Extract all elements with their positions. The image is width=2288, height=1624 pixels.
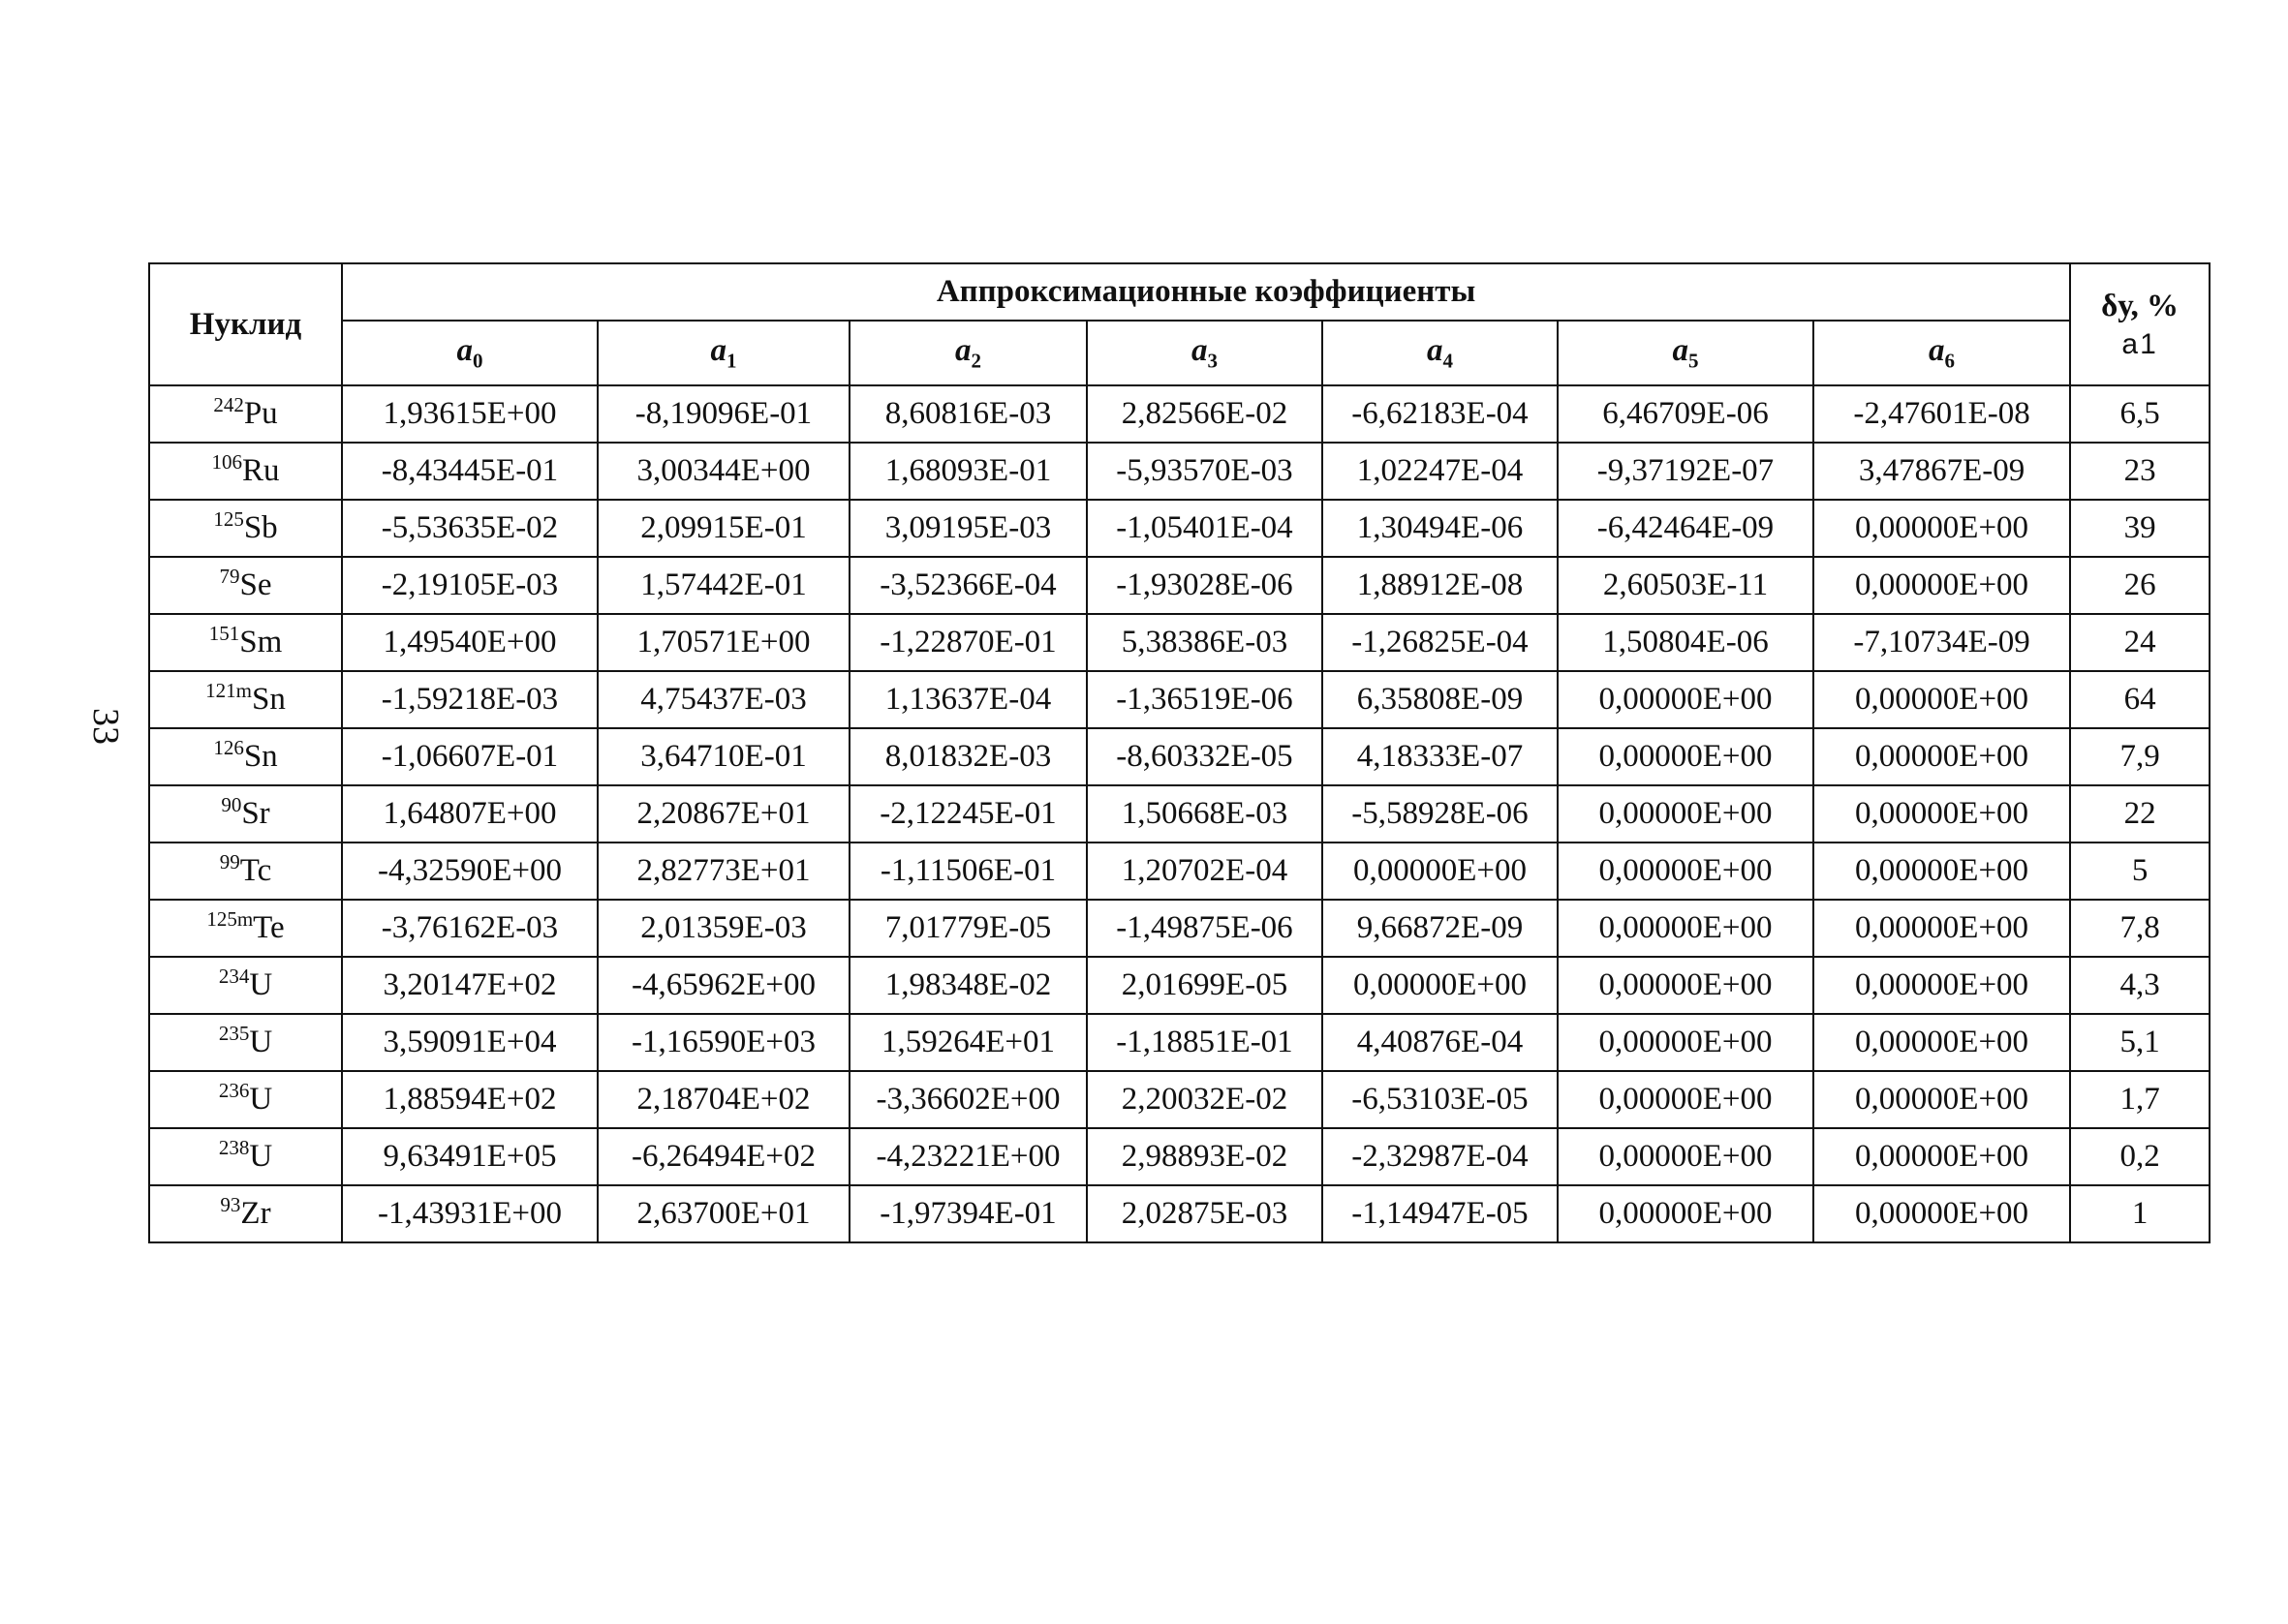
coefficient-cell-a0: -5,53635E-02	[342, 500, 598, 557]
coefficient-cell-a1: 2,09915E-01	[598, 500, 850, 557]
coefficient-index: 5	[1688, 349, 1699, 373]
coefficient-cell-a3: -1,05401E-04	[1087, 500, 1322, 557]
coefficient-header-a0	[342, 321, 598, 385]
coefficient-symbol	[1929, 332, 1956, 373]
page-number: 33	[85, 708, 126, 745]
table-row	[149, 1014, 2210, 1071]
table-row	[149, 385, 2210, 443]
table-row	[149, 671, 2210, 728]
coefficient-letter: a	[1427, 332, 1443, 368]
nuclide-cell	[149, 557, 342, 614]
coefficient-cell-a1: -6,26494E+02	[598, 1128, 850, 1185]
coefficients-table	[148, 262, 2211, 1243]
coefficient-cell-a4: -6,53103E-05	[1322, 1071, 1558, 1128]
table-body	[149, 385, 2210, 1242]
nuclide-symbol: Zr	[240, 1196, 271, 1231]
coefficient-cell-a4: 6,35808E-09	[1322, 671, 1558, 728]
nuclide-mass-number: 236	[218, 1079, 250, 1102]
uncertainty-cell: 23	[2070, 443, 2210, 500]
coefficient-cell-a2: 1,13637E-04	[850, 671, 1087, 728]
coefficient-cell-a1: -8,19096E-01	[598, 385, 850, 443]
nuclide-cell	[149, 614, 342, 671]
nuclide-cell	[149, 1014, 342, 1071]
nuclide-symbol: Sn	[251, 682, 286, 717]
coefficient-cell-a5: 0,00000E+00	[1558, 957, 1813, 1014]
nuclide-cell	[149, 843, 342, 900]
coefficient-cell-a4: 1,30494E-06	[1322, 500, 1558, 557]
uncertainty-cell: 4,3	[2070, 957, 2210, 1014]
coefficient-cell-a3: -1,49875E-06	[1087, 900, 1322, 957]
nuclide-cell	[149, 957, 342, 1014]
coefficient-header-a4	[1322, 321, 1558, 385]
nuclide-cell	[149, 500, 342, 557]
coefficient-cell-a5: -6,42464E-09	[1558, 500, 1813, 557]
coefficient-cell-a3: 2,20032E-02	[1087, 1071, 1322, 1128]
coefficient-cell-a4: 1,88912E-08	[1322, 557, 1558, 614]
coefficient-cell-a0: -1,43931E+00	[342, 1185, 598, 1242]
coefficient-cell-a1: 2,82773E+01	[598, 843, 850, 900]
coefficient-cell-a3: 5,38386E-03	[1087, 614, 1322, 671]
coefficient-cell-a2: -1,11506E-01	[850, 843, 1087, 900]
table-row	[149, 843, 2210, 900]
table-row	[149, 728, 2210, 785]
coefficient-cell-a5: 0,00000E+00	[1558, 671, 1813, 728]
table-row	[149, 1071, 2210, 1128]
coefficient-cell-a2: 1,68093E-01	[850, 443, 1087, 500]
coefficient-cell-a6: 0,00000E+00	[1813, 1128, 2070, 1185]
coefficient-cell-a3: -5,93570E-03	[1087, 443, 1322, 500]
coefficient-cell-a3: 2,01699E-05	[1087, 957, 1322, 1014]
table-row	[149, 900, 2210, 957]
coefficient-header-a5	[1558, 321, 1813, 385]
coefficient-cell-a1: 2,01359E-03	[598, 900, 850, 957]
coefficient-cell-a4: -1,14947E-05	[1322, 1185, 1558, 1242]
coefficient-cell-a1: 2,20867E+01	[598, 785, 850, 843]
nuclide-cell	[149, 1128, 342, 1185]
nuclide-cell	[149, 443, 342, 500]
coefficient-cell-a2: -4,23221E+00	[850, 1128, 1087, 1185]
uncertainty-cell: 1,7	[2070, 1071, 2210, 1128]
coefficient-cell-a0: 3,20147E+02	[342, 957, 598, 1014]
coefficient-cell-a1: 1,70571E+00	[598, 614, 850, 671]
coefficient-cell-a0: 9,63491E+05	[342, 1128, 598, 1185]
uncertainty-cell: 0,2	[2070, 1128, 2210, 1185]
coefficient-symbol	[1191, 332, 1218, 373]
coefficient-cell-a2: 8,01832E-03	[850, 728, 1087, 785]
coefficient-cell-a5: 0,00000E+00	[1558, 843, 1813, 900]
coefficient-cell-a1: 3,00344E+00	[598, 443, 850, 500]
coefficient-cell-a0: -1,59218E-03	[342, 671, 598, 728]
coefficient-cell-a0: -8,43445E-01	[342, 443, 598, 500]
nuclide-mass-number: 93	[220, 1193, 241, 1216]
coefficient-cell-a4: 1,02247E-04	[1322, 443, 1558, 500]
uncertainty-cell: 26	[2070, 557, 2210, 614]
table-row	[149, 957, 2210, 1014]
coefficient-cell-a1: 2,18704E+02	[598, 1071, 850, 1128]
coefficient-cell-a2: -3,52366E-04	[850, 557, 1087, 614]
nuclide-mass-number: 121m	[205, 679, 252, 702]
coefficient-cell-a5: 0,00000E+00	[1558, 900, 1813, 957]
coefficient-cell-a1: 3,64710E-01	[598, 728, 850, 785]
coefficient-cell-a4: -6,62183E-04	[1322, 385, 1558, 443]
uncertainty-cell: 7,9	[2070, 728, 2210, 785]
coefficient-header-a6	[1813, 321, 2070, 385]
coefficient-symbol	[456, 332, 483, 373]
coefficient-index: 3	[1207, 349, 1218, 373]
nuclide-cell	[149, 728, 342, 785]
coefficient-cell-a4: 4,40876E-04	[1322, 1014, 1558, 1071]
nuclide-cell	[149, 671, 342, 728]
coefficient-cell-a4: 0,00000E+00	[1322, 843, 1558, 900]
coefficient-cell-a0: -4,32590E+00	[342, 843, 598, 900]
coefficient-cell-a6: 0,00000E+00	[1813, 500, 2070, 557]
coefficient-cell-a3: 2,98893E-02	[1087, 1128, 1322, 1185]
coefficient-cell-a6: 0,00000E+00	[1813, 785, 2070, 843]
nuclide-mass-number: 238	[218, 1136, 250, 1159]
coefficient-cell-a5: 0,00000E+00	[1558, 1014, 1813, 1071]
coefficient-symbol	[1672, 332, 1699, 373]
coefficient-cell-a3: 1,50668E-03	[1087, 785, 1322, 843]
nuclide-mass-number: 242	[213, 393, 244, 416]
coefficient-letter: a	[1672, 332, 1688, 368]
nuclide-column-header: Нуклид	[149, 263, 342, 385]
nuclide-mass-number: 151	[208, 622, 240, 645]
uncertainty-header-label: δу, %	[2101, 288, 2179, 323]
coefficient-index: 1	[727, 349, 737, 373]
coefficient-cell-a0: 1,88594E+02	[342, 1071, 598, 1128]
coefficient-symbol	[710, 332, 737, 373]
coefficient-cell-a6: 0,00000E+00	[1813, 1185, 2070, 1242]
coefficient-cell-a5: 2,60503E-11	[1558, 557, 1813, 614]
nuclide-mass-number: 106	[211, 450, 242, 474]
table-header	[149, 263, 2210, 385]
nuclide-symbol: Sn	[243, 739, 278, 774]
nuclide-symbol: Tc	[239, 853, 272, 888]
uncertainty-cell: 6,5	[2070, 385, 2210, 443]
coefficient-cell-a2: 3,09195E-03	[850, 500, 1087, 557]
coefficient-cell-a3: -1,18851E-01	[1087, 1014, 1322, 1071]
coefficient-cell-a3: -1,36519E-06	[1087, 671, 1322, 728]
nuclide-mass-number: 235	[218, 1022, 250, 1045]
coefficient-index: 2	[971, 349, 981, 373]
coefficient-cell-a0: -1,06607E-01	[342, 728, 598, 785]
coefficient-cell-a5: 6,46709E-06	[1558, 385, 1813, 443]
coefficient-cell-a1: -4,65962E+00	[598, 957, 850, 1014]
coefficient-cell-a1: 2,63700E+01	[598, 1185, 850, 1242]
coefficient-cell-a4: 9,66872E-09	[1322, 900, 1558, 957]
uncertainty-cell: 64	[2070, 671, 2210, 728]
coefficient-cell-a5: 0,00000E+00	[1558, 785, 1813, 843]
nuclide-cell	[149, 1185, 342, 1242]
nuclide-cell	[149, 900, 342, 957]
coefficient-cell-a5: 0,00000E+00	[1558, 1128, 1813, 1185]
coefficient-cell-a3: 2,02875E-03	[1087, 1185, 1322, 1242]
nuclide-symbol: U	[249, 1139, 273, 1174]
coefficient-cell-a6: 0,00000E+00	[1813, 900, 2070, 957]
nuclide-mass-number: 126	[213, 736, 244, 759]
nuclide-symbol: Te	[253, 910, 285, 945]
coefficients-group-header: Аппроксимационные коэффициенты	[342, 263, 2070, 321]
uncertainty-cell: 22	[2070, 785, 2210, 843]
coefficient-cell-a6: 0,00000E+00	[1813, 1014, 2070, 1071]
coefficient-cell-a6: 0,00000E+00	[1813, 671, 2070, 728]
coefficient-cell-a2: 8,60816E-03	[850, 385, 1087, 443]
coefficient-cell-a1: 1,57442E-01	[598, 557, 850, 614]
coefficient-letter: a	[1929, 332, 1945, 368]
coefficient-cell-a1: 4,75437E-03	[598, 671, 850, 728]
coefficient-cell-a6: 0,00000E+00	[1813, 843, 2070, 900]
nuclide-symbol: Se	[239, 567, 272, 602]
nuclide-symbol: Sr	[241, 796, 270, 831]
nuclide-cell	[149, 385, 342, 443]
table-row	[149, 443, 2210, 500]
coefficient-cell-a6: -7,10734E-09	[1813, 614, 2070, 671]
coefficient-symbol	[955, 332, 981, 373]
coefficient-cell-a4: -5,58928E-06	[1322, 785, 1558, 843]
coefficient-cell-a6: 0,00000E+00	[1813, 1071, 2070, 1128]
uncertainty-cell: 7,8	[2070, 900, 2210, 957]
coefficient-cell-a6: 0,00000E+00	[1813, 728, 2070, 785]
nuclide-mass-number: 99	[219, 850, 240, 873]
coefficient-cell-a0: 1,64807E+00	[342, 785, 598, 843]
coefficient-cell-a5: 0,00000E+00	[1558, 728, 1813, 785]
nuclide-symbol: Ru	[241, 453, 280, 488]
nuclide-symbol: U	[249, 1082, 273, 1117]
coefficient-cell-a2: -1,97394E-01	[850, 1185, 1087, 1242]
coefficient-cell-a5: 0,00000E+00	[1558, 1185, 1813, 1242]
uncertainty-cell: 1	[2070, 1185, 2210, 1242]
nuclide-symbol: Pu	[243, 396, 278, 431]
coefficient-index: 6	[1944, 349, 1956, 373]
coefficient-cell-a4: 4,18333E-07	[1322, 728, 1558, 785]
coefficient-letter: a	[456, 332, 473, 368]
nuclide-mass-number: 234	[218, 965, 250, 988]
coefficient-cell-a1: -1,16590E+03	[598, 1014, 850, 1071]
coefficient-cell-a3: 1,20702E-04	[1087, 843, 1322, 900]
coefficient-cell-a0: 1,93615E+00	[342, 385, 598, 443]
table-row	[149, 500, 2210, 557]
coefficient-index: 4	[1442, 349, 1453, 373]
nuclide-mass-number: 125m	[206, 907, 254, 931]
nuclide-mass-number: 79	[219, 565, 240, 588]
uncertainty-cell: 5	[2070, 843, 2210, 900]
coefficient-letter: a	[955, 332, 972, 368]
uncertainty-cell: 5,1	[2070, 1014, 2210, 1071]
table-row	[149, 1185, 2210, 1242]
coefficient-cell-a0: -3,76162E-03	[342, 900, 598, 957]
coefficient-cell-a4: 0,00000E+00	[1322, 957, 1558, 1014]
coefficient-cell-a2: 1,59264E+01	[850, 1014, 1087, 1071]
coefficient-letter: a	[1191, 332, 1208, 368]
coefficient-cell-a2: 1,98348E-02	[850, 957, 1087, 1014]
coefficient-cell-a6: 0,00000E+00	[1813, 557, 2070, 614]
coefficient-letter: a	[710, 332, 727, 368]
coefficient-symbol	[1427, 332, 1453, 373]
coefficient-cell-a2: -1,22870E-01	[850, 614, 1087, 671]
uncertainty-header-sublabel: a1	[2121, 327, 2158, 360]
coefficient-cell-a0: 3,59091E+04	[342, 1014, 598, 1071]
nuclide-cell	[149, 785, 342, 843]
coefficient-cell-a2: 7,01779E-05	[850, 900, 1087, 957]
table-row	[149, 614, 2210, 671]
nuclide-symbol: U	[249, 967, 273, 1002]
nuclide-cell	[149, 1071, 342, 1128]
coefficient-cell-a3: -8,60332E-05	[1087, 728, 1322, 785]
coefficient-cell-a3: -1,93028E-06	[1087, 557, 1322, 614]
uncertainty-column-header	[2070, 263, 2210, 385]
nuclide-mass-number: 125	[213, 507, 244, 531]
coefficient-cell-a0: 1,49540E+00	[342, 614, 598, 671]
table-row	[149, 785, 2210, 843]
nuclide-mass-number: 90	[221, 793, 242, 816]
coefficient-header-a3	[1087, 321, 1322, 385]
coefficient-cell-a5: 1,50804E-06	[1558, 614, 1813, 671]
coefficient-cell-a2: -2,12245E-01	[850, 785, 1087, 843]
coefficient-header-row	[149, 321, 2210, 385]
table-row	[149, 557, 2210, 614]
uncertainty-cell: 24	[2070, 614, 2210, 671]
nuclide-symbol: U	[249, 1025, 273, 1059]
coefficient-cell-a4: -2,32987E-04	[1322, 1128, 1558, 1185]
coefficient-header-a1	[598, 321, 850, 385]
nuclide-symbol: Sm	[239, 625, 283, 659]
uncertainty-cell: 39	[2070, 500, 2210, 557]
nuclide-symbol: Sb	[243, 510, 278, 545]
coefficient-cell-a5: -9,37192E-07	[1558, 443, 1813, 500]
coefficient-cell-a5: 0,00000E+00	[1558, 1071, 1813, 1128]
coefficient-cell-a6: 0,00000E+00	[1813, 957, 2070, 1014]
coefficient-header-a2	[850, 321, 1087, 385]
coefficient-cell-a3: 2,82566E-02	[1087, 385, 1322, 443]
coefficient-index: 0	[473, 349, 483, 373]
coefficient-cell-a6: 3,47867E-09	[1813, 443, 2070, 500]
coefficient-cell-a6: -2,47601E-08	[1813, 385, 2070, 443]
table-row	[149, 1128, 2210, 1185]
coefficient-cell-a0: -2,19105E-03	[342, 557, 598, 614]
coefficient-cell-a2: -3,36602E+00	[850, 1071, 1087, 1128]
coefficient-cell-a4: -1,26825E-04	[1322, 614, 1558, 671]
